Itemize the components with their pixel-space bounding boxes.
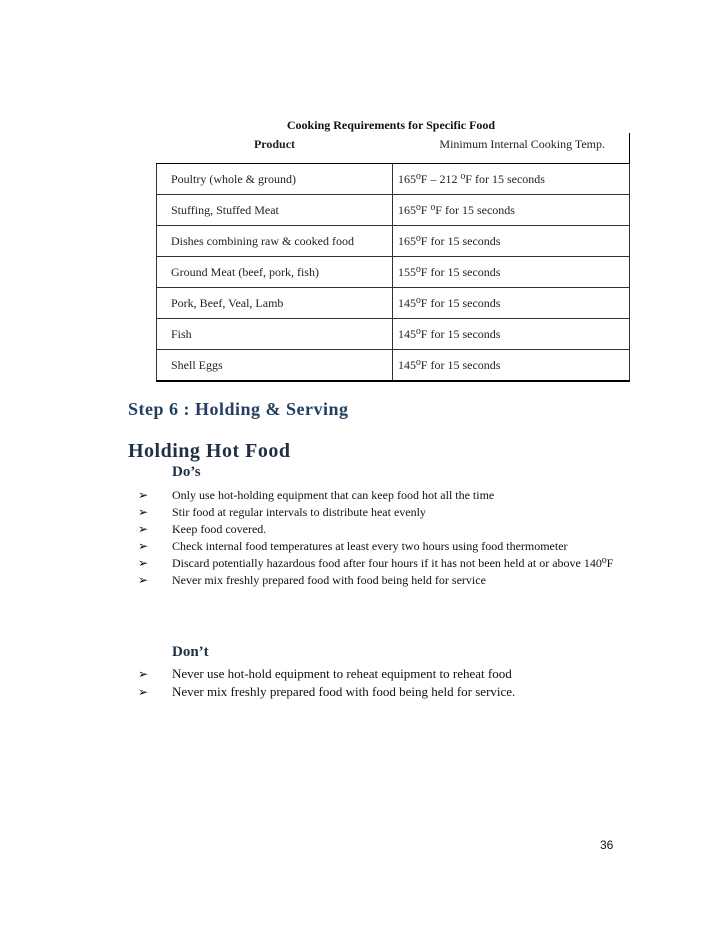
arrowhead-bullet-icon: ➢: [138, 539, 149, 553]
temperature-cell: 145⁰F for 15 seconds: [393, 350, 630, 382]
step-heading: Step 6 : Holding & Serving: [128, 399, 349, 419]
list-item: ➢ Never mix freshly prepared food with food being held for service.: [138, 684, 516, 699]
donts-heading: Don’t: [172, 644, 209, 660]
list-item: ➢ Never mix freshly prepared food with food being held for service: [138, 573, 486, 587]
table-row: [157, 350, 630, 382]
product-cell: Poultry (whole & ground): [157, 164, 393, 195]
table-caption: Cooking Requirements for Specific Food: [286, 118, 496, 132]
table-row: [157, 257, 630, 288]
list-item: ➢ Stir food at regular intervals to distribute heat evenly: [138, 505, 426, 519]
page-number: 36: [600, 838, 614, 852]
list-item: ➢ Check internal food temperatures at least every two hours using food thermometer: [138, 539, 568, 553]
product-cell: Fish: [157, 319, 393, 350]
list-item: ➢ Discard potentially hazardous food after four hours if it has not been held at or above 140⁰F: [138, 556, 614, 570]
product-cell: Shell Eggs: [157, 350, 393, 382]
table-row: [157, 319, 630, 350]
temperature-cell: 145⁰F for 15 seconds: [393, 319, 630, 350]
arrowhead-bullet-icon: ➢: [138, 505, 149, 519]
product-cell: Ground Meat (beef, pork, fish): [157, 257, 393, 288]
arrowhead-bullet-icon: ➢: [138, 556, 149, 570]
dos-list: [138, 487, 618, 589]
arrowhead-bullet-icon: ➢: [138, 488, 149, 502]
list-item: ➢ Never use hot-hold equipment to reheat equipment to reheat food: [138, 666, 512, 681]
arrowhead-bullet-icon: ➢: [138, 573, 149, 587]
temperature-cell: 155⁰F for 15 seconds: [393, 257, 630, 288]
arrowhead-bullet-icon: ➢: [138, 685, 149, 699]
list-item: ➢ Only use hot-holding equipment that can keep food hot all the time: [138, 488, 495, 502]
product-cell: Dishes combining raw & cooked food: [157, 226, 393, 257]
cooking-requirements-table: [156, 133, 630, 382]
list-item: ➢ Keep food covered.: [138, 522, 267, 536]
product-cell: Pork, Beef, Veal, Lamb: [157, 288, 393, 319]
arrowhead-bullet-icon: ➢: [138, 522, 149, 536]
temperature-cell: 165⁰F – 212 ⁰F for 15 seconds: [393, 164, 630, 195]
table-header-row: [157, 133, 630, 164]
temperature-cell: 165⁰F for 15 seconds: [393, 226, 630, 257]
column-header-product: Product: [157, 133, 393, 164]
temperature-cell: 165⁰F ⁰F for 15 seconds: [393, 195, 630, 226]
temperature-cell: 145⁰F for 15 seconds: [393, 288, 630, 319]
dos-heading: Do’s: [172, 464, 201, 480]
product-cell: Stuffing, Stuffed Meat: [157, 195, 393, 226]
table-row: [157, 164, 630, 195]
arrowhead-bullet-icon: ➢: [138, 667, 149, 681]
column-header-min-temp: Minimum Internal Cooking Temp.: [393, 133, 630, 164]
table-row: [157, 195, 630, 226]
section-heading: Holding Hot Food: [128, 440, 291, 462]
table-row: [157, 288, 630, 319]
donts-list: [138, 665, 618, 701]
table-row: [157, 226, 630, 257]
